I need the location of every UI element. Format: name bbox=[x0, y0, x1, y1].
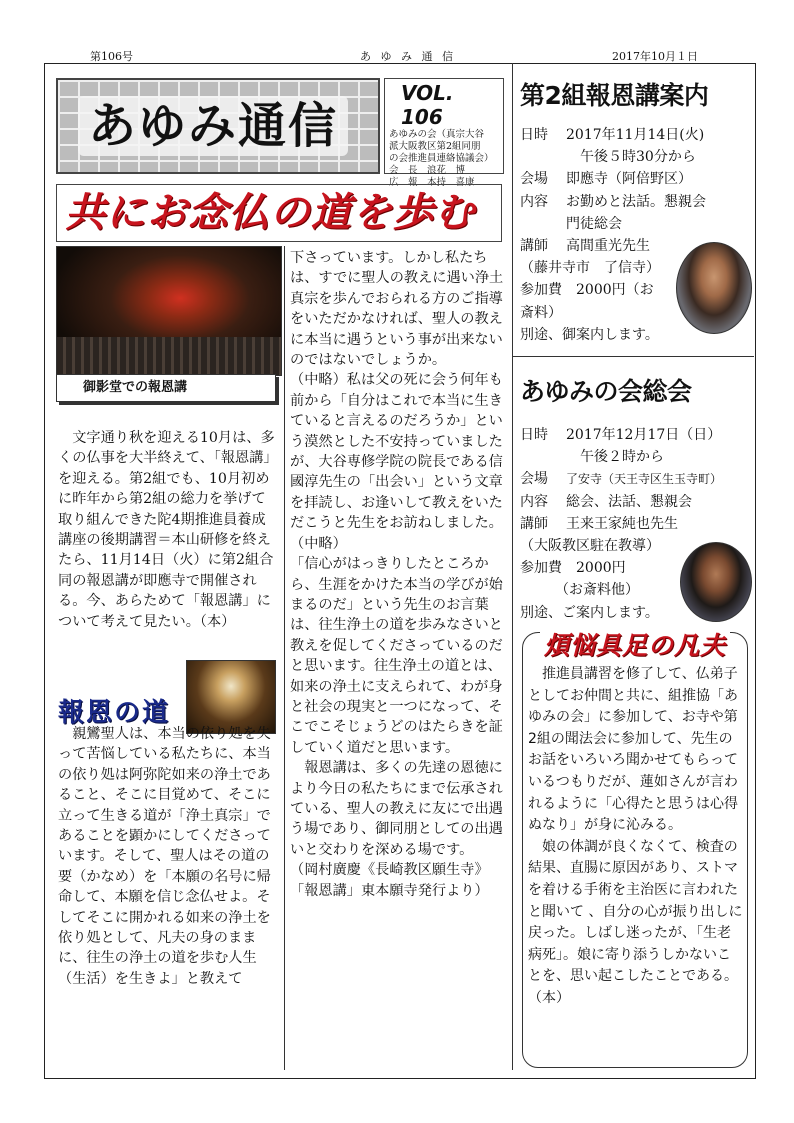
speaker-photo-ourai bbox=[680, 542, 752, 622]
intro-article bbox=[58, 428, 276, 632]
masthead-brick bbox=[56, 78, 380, 174]
mieido-photo bbox=[56, 246, 282, 376]
issue-number: 第106号 bbox=[90, 50, 133, 63]
event-divider bbox=[512, 356, 754, 357]
info-row: （お斎料他） bbox=[520, 582, 639, 599]
org-line: 会 長 浪花 博 bbox=[389, 165, 466, 176]
right-column-divider bbox=[512, 63, 513, 1070]
info-row: 会場 了安寺（天王寺区生玉寺町） bbox=[520, 471, 723, 488]
info-row: 日時 2017年11月14日(火) bbox=[520, 127, 705, 143]
info-row: 講師 王来王家純也先生 bbox=[520, 515, 678, 532]
feature-headline-box bbox=[56, 184, 502, 242]
volume-box bbox=[384, 78, 504, 188]
info-row: 別途、御案内します。 bbox=[520, 326, 659, 343]
column-paragraph: 推進員講習を修了して、仏弟子としてお仲間と共に、組推協「あゆみの会」に参加して、お寺や第2組の聞法会に参加して、先生のお話をいろいろ聞かせてもらっているつもりだが、蓮如さんが言われるように「心得たと思うは心得ぬなり」が身に沁みる。 bbox=[528, 666, 738, 834]
info-row: 斎料） bbox=[520, 304, 562, 321]
column-title: 煩悩具足の凡夫 bbox=[540, 626, 730, 662]
newsletter-title: あゆみ通信 bbox=[78, 96, 348, 156]
speaker-photo-takama bbox=[676, 242, 752, 334]
org-line: 派大阪教区第2組同朋 bbox=[389, 141, 481, 152]
middle-paragraph: 下さっています。しかし私たちは、すでに聖人の教えに遇い浄土真宗を歩んでおられる方のご指導をいただかなければ、聖人の教えに本当に遇うという事が出来ないのではないでしょうか。 bbox=[290, 250, 504, 369]
hoon-paragraph: 親鸞聖人は、本当の依り処を失って苦悩している私たちに、本当の依り処は阿弥陀如来の浄土であること、そこに目覚めて、そこに立って生きる道が「浄土真宗」であることを顕かにしてくださっています。そして、聖人はその道の要（かなめ）を「本願の名号に帰命して、本願を信じ念仏せよ。そしてそこに開かれる如来の浄土を依り処として、凡夫の身のままに、往生の浄土の道を歩む人生（生活）を生きよ」と教えて bbox=[58, 726, 271, 987]
hoon-article bbox=[58, 724, 276, 989]
middle-paragraph: 「信心がはっきりしたところから、生涯をかけた本当の学びが始まるのだ」という先生のお言葉は、往生浄土の道を歩みなさいと教えを促してくださっているのだと思います。往生浄土の道とは、如来の浄土に支えられて、わが身と社会の現実と一つになって、そこでこそじょうどのはたらきを証していく道だと思います。 bbox=[290, 556, 503, 756]
column-paragraph: 娘の体調が良くなくて、検査の結果、直腸に原因があり、ストマを着ける手術を主治医に言われたと聞いて 、自分の心が振り出しに戻った。しばし迷ったが、「生老病死」。娘に寄り添うしかないことを、思い起こしたことである。（本） bbox=[528, 838, 743, 1006]
info-row: 内容 お勤めと法話。懇親会 bbox=[520, 193, 706, 210]
info-row: 講師 高間重光先生 bbox=[520, 238, 650, 255]
middle-column-divider bbox=[284, 246, 285, 1070]
info-row: 午後２時から bbox=[566, 449, 664, 466]
volume-number: VOL. 106 bbox=[401, 81, 454, 129]
info-row: 会場 即應寺（阿倍野区） bbox=[520, 171, 692, 188]
info-row: （大阪教区駐在教導） bbox=[520, 538, 660, 555]
source-citation: （岡村廣慶《長崎教区願生寺》「報恩講」東本願寺発行より） bbox=[290, 862, 489, 899]
intro-paragraph: 文字通り秋を迎える10月は、多くの仏事を大半終えて、「報恩講」を迎える。第2組でも、10月初めに昨年から第2組の総力を挙げて取り組んできた陀4期推進員養成講座の後期講習＝本山研修を終えたら、11月14日（火）に第2組合同の報恩講が即應寺で開催される。今、あらためて「報恩講」について考えて見たい。（本） bbox=[58, 430, 275, 630]
column-text bbox=[528, 664, 744, 1010]
middle-article bbox=[290, 248, 504, 901]
info-row: 参加費 2000円（お bbox=[520, 282, 654, 299]
hoonko-title: 第2組報恩講案内 bbox=[520, 81, 709, 110]
info-row: 内容 総会、法話、懇親会 bbox=[520, 493, 692, 510]
general-meeting-title: あゆみの会総会 bbox=[520, 377, 692, 406]
subhead-hoon: 報恩の道 bbox=[58, 698, 171, 728]
header-title: あ ゆ み 通 信 bbox=[360, 50, 456, 63]
info-row: 午後５時30分から bbox=[566, 149, 696, 166]
middle-paragraph: （中略）私は父の死に会う何年も前から「自分はこれで本当に生きていると言えるのだろうか」という漠然とした不安持っていましたが、大谷専修学院の院長である信國淳先生の「出会い」という文章を拝読し、お逢いして教えをいただこうと先生をお訪ねしました。（中略） bbox=[290, 372, 503, 552]
feature-headline: 共にお念仏の道を歩む bbox=[65, 190, 475, 236]
info-row: 参加費 2000円 bbox=[520, 560, 626, 577]
photo-caption: 御影堂での報恩講 bbox=[56, 374, 276, 402]
info-row: （藤井寺市 了信寺） bbox=[520, 260, 660, 277]
middle-paragraph: 報恩講は、多くの先達の恩徳により今日の私たちにまで伝承されている、聖人の教えに友にで出遇う場であり、御同朋としての出遇いと交わりを深める場です。 bbox=[290, 760, 503, 858]
shinran-portrait bbox=[186, 660, 276, 734]
info-row: 別途、ご案内します。 bbox=[520, 604, 659, 621]
org-line: の会推進員連絡協議会） bbox=[389, 153, 494, 164]
org-line: 広 報 本持 喜康 bbox=[389, 177, 475, 188]
issue-date: 2017年10月１日 bbox=[612, 50, 698, 63]
info-row: 日時 2017年12月17日（日） bbox=[520, 427, 722, 443]
org-line: あゆみの会（真宗大谷 bbox=[389, 129, 485, 140]
info-row: 門徒総会 bbox=[566, 215, 622, 232]
